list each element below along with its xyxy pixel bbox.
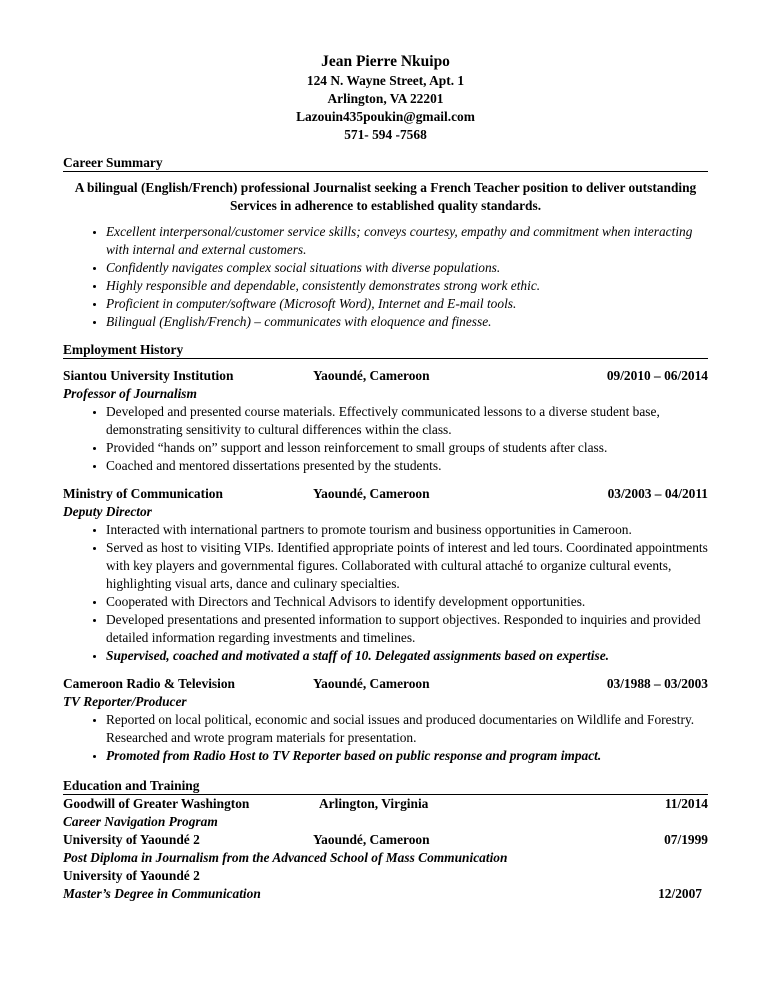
education-organization: Goodwill of Greater Washington [63, 796, 250, 811]
education-date: 07/1999 [664, 832, 708, 847]
job-bullets [63, 521, 708, 665]
job-bullet: • Reported on local political, economic and social issues and produced documentaries on Wildlife and Forestry. Researched and wrote program materials for presentation. [106, 711, 708, 747]
job-role: TV Reporter/Producer [63, 694, 187, 709]
job-organization: Cameroon Radio & Television [63, 676, 235, 691]
employment-history-heading: Employment History [63, 341, 708, 359]
job-organization: Ministry of Communication [63, 486, 223, 501]
address-line-2: Arlington, VA 22201 [327, 91, 444, 106]
address-line-1: 124 N. Wayne Street, Apt. 1 [306, 73, 465, 88]
job-header [63, 485, 708, 503]
education-program: Post Diploma in Journalism from the Advanced School of Mass Communication [63, 850, 508, 865]
summary-bullet: • Proficient in computer/software (Microsoft Word), Internet and E-mail tools. [106, 295, 708, 313]
job-header [63, 367, 708, 385]
job-entry-ministry [63, 485, 708, 665]
education-heading: Education and Training [63, 777, 708, 795]
summary-bullet: • Bilingual (English/French) – communicates with eloquence and finesse. [106, 313, 708, 331]
education-location: Yaoundé, Cameroon [313, 832, 430, 847]
job-bullet: • Provided “hands on” support and lesson reinforcement to small groups of students after class. [106, 439, 708, 457]
education-date: 12/2007 [658, 886, 702, 901]
job-location: Yaoundé, Cameroon [313, 486, 430, 501]
education-organization: University of Yaoundé 2 [63, 832, 200, 847]
education-entry-goodwill [63, 795, 708, 831]
job-header [63, 675, 708, 693]
job-dates: 03/1988 – 03/2003 [606, 676, 708, 691]
education-header [63, 831, 708, 849]
phone-number: 571- 594 -7568 [344, 127, 427, 142]
job-highlight: • Supervised, coached and motivated a staff of 10. Delegated assignments based on expertise. [106, 647, 708, 665]
education-program: Career Navigation Program [63, 814, 218, 829]
education-entry-yaounde-1 [63, 831, 708, 867]
job-bullet: • Coached and mentored dissertations presented by the students. [106, 457, 708, 475]
summary-bullet: • Confidently navigates complex social situations with diverse populations. [106, 259, 708, 277]
summary-bullets [63, 223, 708, 331]
job-bullets [63, 403, 708, 475]
job-organization: Siantou University Institution [63, 368, 234, 383]
education-organization: University of Yaoundé 2 [63, 868, 200, 883]
job-bullet: • Cooperated with Directors and Technical Advisors to identify development opportunities. [106, 593, 708, 611]
education-header [63, 795, 708, 813]
education-program-row [63, 885, 708, 903]
education-entry-yaounde-2 [63, 867, 708, 903]
career-objective: A bilingual (English/French) professional Journalist seeking a French Teacher position to deliver outstanding Services in adherence to established quality standards. [74, 180, 697, 213]
job-bullet: • Interacted with international partners to promote tourism and business opportunities in Cameroon. [106, 521, 708, 539]
education-date: 11/2014 [664, 796, 708, 811]
job-entry-crtv [63, 675, 708, 765]
career-summary-heading: Career Summary [63, 154, 708, 172]
education-location: Arlington, Virginia [319, 796, 429, 811]
candidate-name: Jean Pierre Nkuipo [321, 53, 450, 70]
resume-header [63, 52, 708, 144]
job-role: Deputy Director [63, 504, 152, 519]
job-dates: 09/2010 – 06/2014 [606, 368, 708, 383]
education-header [63, 867, 708, 885]
job-bullets [63, 711, 708, 765]
email-address: Lazouin435poukin@gmail.com [296, 109, 475, 124]
job-entry-siantou [63, 367, 708, 475]
summary-bullet: • Excellent interpersonal/customer service skills; conveys courtesy, empathy and commitment when interacting with internal and external customers. [106, 223, 708, 259]
job-role: Professor of Journalism [63, 386, 197, 401]
job-bullet: • Served as host to visiting VIPs. Identified appropriate points of interest and led tours. Coordinated appointments with key players and governmental figures. Collaborated with cultural attaché to organize cultural events, highlighting visual arts, dance and culinary specialties. [106, 539, 708, 593]
summary-bullet: • Highly responsible and dependable, consistently demonstrates strong work ethic. [106, 277, 708, 295]
resume-page [63, 52, 708, 903]
job-location: Yaoundé, Cameroon [313, 676, 430, 691]
job-bullet: • Developed presentations and presented information to support objectives. Responded to inquiries and provided detailed information regarding investments and timelines. [106, 611, 708, 647]
job-dates: 03/2003 – 04/2011 [607, 486, 708, 501]
job-highlight: • Promoted from Radio Host to TV Reporter based on public response and program impact. [106, 747, 708, 765]
education-program: Master’s Degree in Communication [63, 886, 261, 901]
job-location: Yaoundé, Cameroon [313, 368, 430, 383]
job-bullet: • Developed and presented course materials. Effectively communicated lessons to a diverse student base, demonstrating sensitivity to cultural differences within the class. [106, 403, 708, 439]
